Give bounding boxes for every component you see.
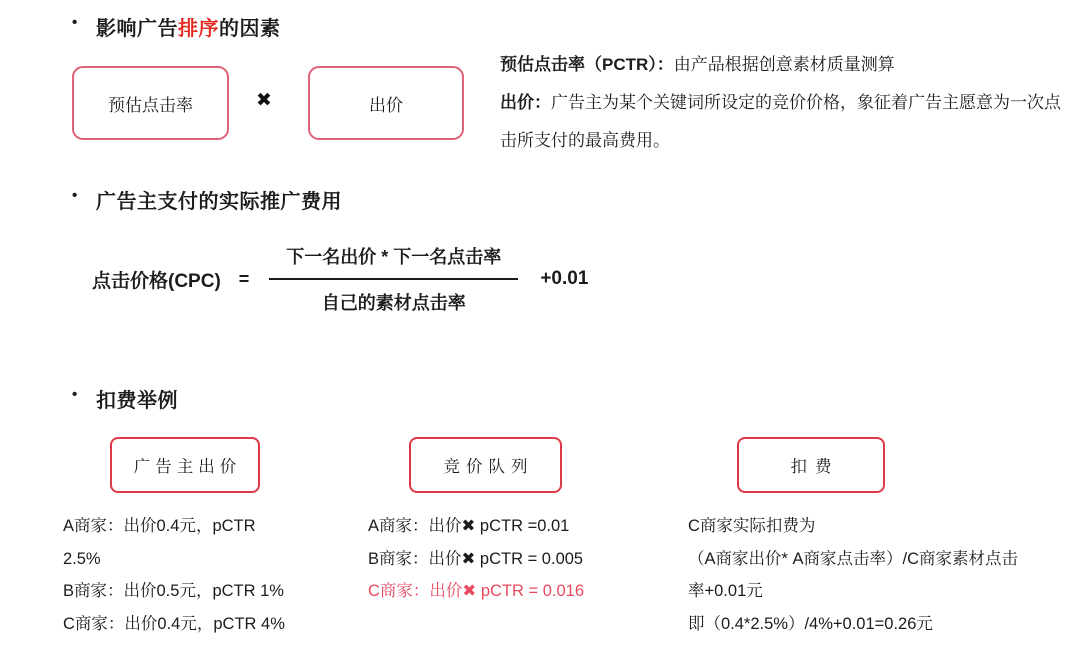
bullet-icon: • [72,14,78,31]
bid-box-label: 出价 [369,95,403,115]
fraction-denominator: 自己的素材点击率 [321,293,466,313]
bid-box [308,66,464,140]
advertiser-bid-box-label: 广告主出价 [133,458,242,476]
equals-sign: = [238,268,250,289]
pctr-box [72,66,229,140]
section-cost-heading [72,185,342,214]
title-suffix: 的因素 [219,18,281,40]
charge-line-4: 即（0.4*2.5%）/4%+0.01=0.26元 [688,614,933,633]
advertiser-bids-column [63,510,285,640]
charge-line-2: （A商家出价* A商家点击率）/C商家素材点击 [688,549,1019,568]
bidding-queue-box [409,437,562,493]
pctr-definition-text: 由产品根据创意素材质量测算 [673,55,895,74]
bidding-queue-box-label: 竞价队列 [443,458,534,476]
fraction-numerator: 下一名出价 * 下一名点击率 [269,243,518,280]
bid-line-b: B商家：出价0.5元，pCTR 1% [63,582,284,600]
bullet-icon: • [72,187,78,204]
queue-line-a: A商家：出价✖ pCTR =0.01 [368,517,570,535]
pctr-box-label: 预估点击率 [108,95,193,115]
section-cost-title: 广告主支付的实际推广费用 [96,191,342,213]
section-ranking-title [96,12,281,41]
queue-line-c-winner: C商家：出价✖ pCTR = 0.016 [368,582,585,600]
charge-calculation-column [688,510,1018,640]
charge-line-1: C商家实际扣费为 [688,517,816,535]
cpc-formula [92,243,588,315]
section-example-title: 扣费举例 [96,390,178,412]
pctr-definition-label: 预估点击率（PCTR）： [500,55,674,74]
queue-line-b: B商家：出价✖ pCTR = 0.005 [368,549,584,568]
title-prefix: 影响广告 [96,18,178,40]
section-ranking-heading [72,12,281,41]
pctr-definition [500,46,1068,84]
multiply-icon: ✖ [256,90,272,111]
charge-box-label: 扣费 [790,458,840,476]
advertiser-bid-box [110,437,260,493]
formula-label: 点击价格(CPC) [92,270,221,292]
definitions-block [500,46,1068,160]
bid-line-a: A商家：出价0.4元，pCTR [63,517,256,535]
bidding-queue-column [368,510,584,608]
bullet-icon: • [72,386,78,403]
bid-definition-text: 广告主为某个关键词所设定的竞价价格，象征着广告主愿意为一次点击所支付的最高费用。 [500,93,1061,150]
bid-definition-label: 出价： [500,93,551,112]
bid-line-c: C商家：出价0.4元，pCTR 4% [63,614,285,633]
bid-line-a-wrap: 2.5% [63,549,101,568]
bid-definition [500,84,1068,160]
charge-box [737,437,885,493]
formula-addend: +0.01 [540,268,589,289]
title-highlight: 排序 [178,18,219,40]
fraction [269,243,518,315]
section-example-heading [72,384,178,413]
charge-line-3: 率+0.01元 [688,582,763,600]
